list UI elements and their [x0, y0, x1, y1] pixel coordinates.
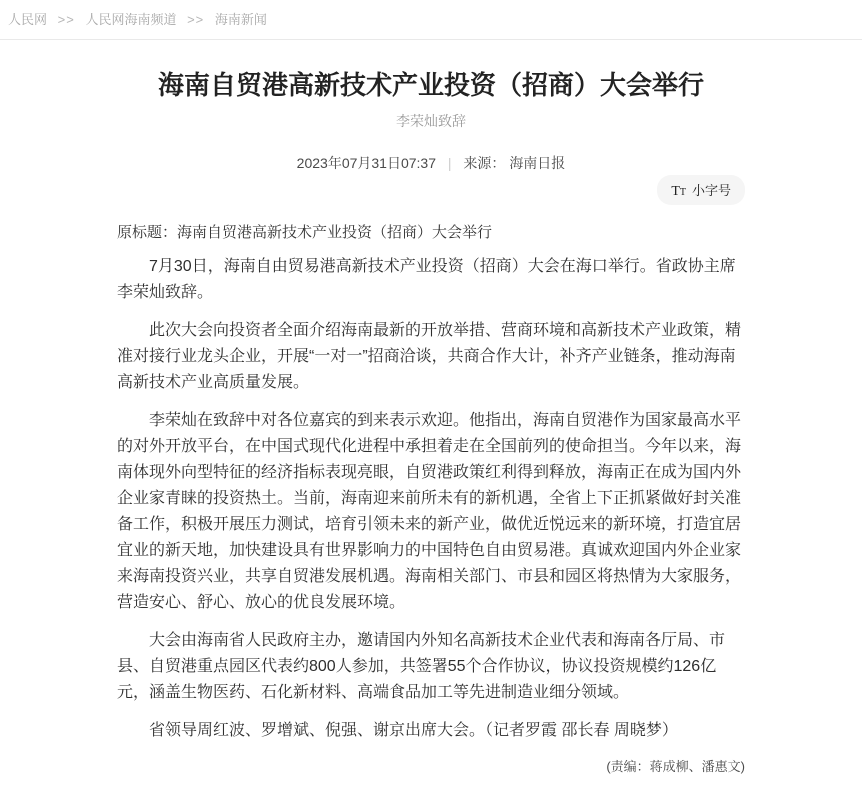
article-toolbar [117, 175, 745, 205]
breadcrumb-separator: >> [187, 12, 205, 27]
breadcrumb-link-hainan-news[interactable]: 海南新闻 [214, 12, 267, 27]
original-title-line [117, 221, 745, 242]
article-paragraph: 此次大会向投资者全面介绍海南最新的开放举措、营商环境和高新技术产业政策，精准对接行业龙头企业，开展“一对一”招商洽谈，共商合作大计，补齐产业链条，推动海南高新技术产业高质量发展。 [117, 322, 742, 391]
breadcrumb-link-peoples-daily[interactable]: 人民网 [8, 12, 48, 27]
article-content [117, 68, 745, 785]
font-size-button-label: 小字号 [691, 183, 731, 198]
original-title-text: 海南自贸港高新技术产业投资（招商）大会举行 [177, 224, 493, 241]
page-title: 海南自贸港高新技术产业投资（招商）大会举行 [157, 70, 704, 100]
article-meta [117, 153, 745, 173]
publish-date: 2023年07月31日07:37 [296, 155, 436, 171]
article-paragraph: 李荣灿在致辞中对各位嘉宾的到来表示欢迎。他指出，海南自贸港作为国家最高水平的对外开放平台，在中国式现代化进程中承担着走在全国前列的使命担当。今年以来，海南体现外向型特征的经济指标表现亮眼，自贸港政策红利得到释放，海南正在成为国内外企业家青睐的投资热土。当前，海南迎来前所未有的新机遇，全省上下正抓紧做好封关准备工作，积极开展压力测试，培育引领未来的新产业，做优近悦远来的新环境，打造宜居宜业的新天地，加快建设具有世界影响力的中国特色自由贸易港。真诚欢迎国内外企业家来海南投资兴业，共享自贸港发展机遇。海南相关部门、市县和园区将热情为大家服务，营造安心、舒心、放心的优良发展环境。 [117, 412, 742, 611]
article-paragraph: 省领导周红波、罗增斌、倪强、谢京出席大会。（记者罗霞 邵长春 周晓梦） [149, 722, 678, 739]
meta-separator: | [447, 155, 452, 171]
source-link[interactable]: 海南日报 [509, 155, 566, 171]
breadcrumb [0, 0, 862, 40]
article-paragraph: 大会由海南省人民政府主办，邀请国内外知名高新技术企业代表和海南各厅局、市县、自贸港重点园区代表约800人参加，共签署55个合作协议，协议投资规模约126亿元，涵盖生物医药、石化新材料、高端食品加工等先进制造业细分领域。 [117, 632, 726, 701]
font-size-button[interactable] [657, 175, 745, 205]
font-size-icon: TT [671, 184, 686, 199]
editor-note: (责编：蒋成柳、潘惠文) [606, 759, 745, 774]
breadcrumb-separator: >> [57, 12, 75, 27]
breadcrumb-link-hainan-channel[interactable]: 人民网海南频道 [85, 12, 177, 27]
article-paragraph: 7月30日，海南自由贸易港高新技术产业投资（招商）大会在海口举行。省政协主席李荣灿致辞。 [117, 258, 736, 301]
source-label: 来源： [463, 155, 506, 171]
original-title-label: 原标题： [117, 224, 178, 241]
article-subtitle: 李荣灿致辞 [396, 113, 466, 129]
article-body [117, 254, 745, 744]
